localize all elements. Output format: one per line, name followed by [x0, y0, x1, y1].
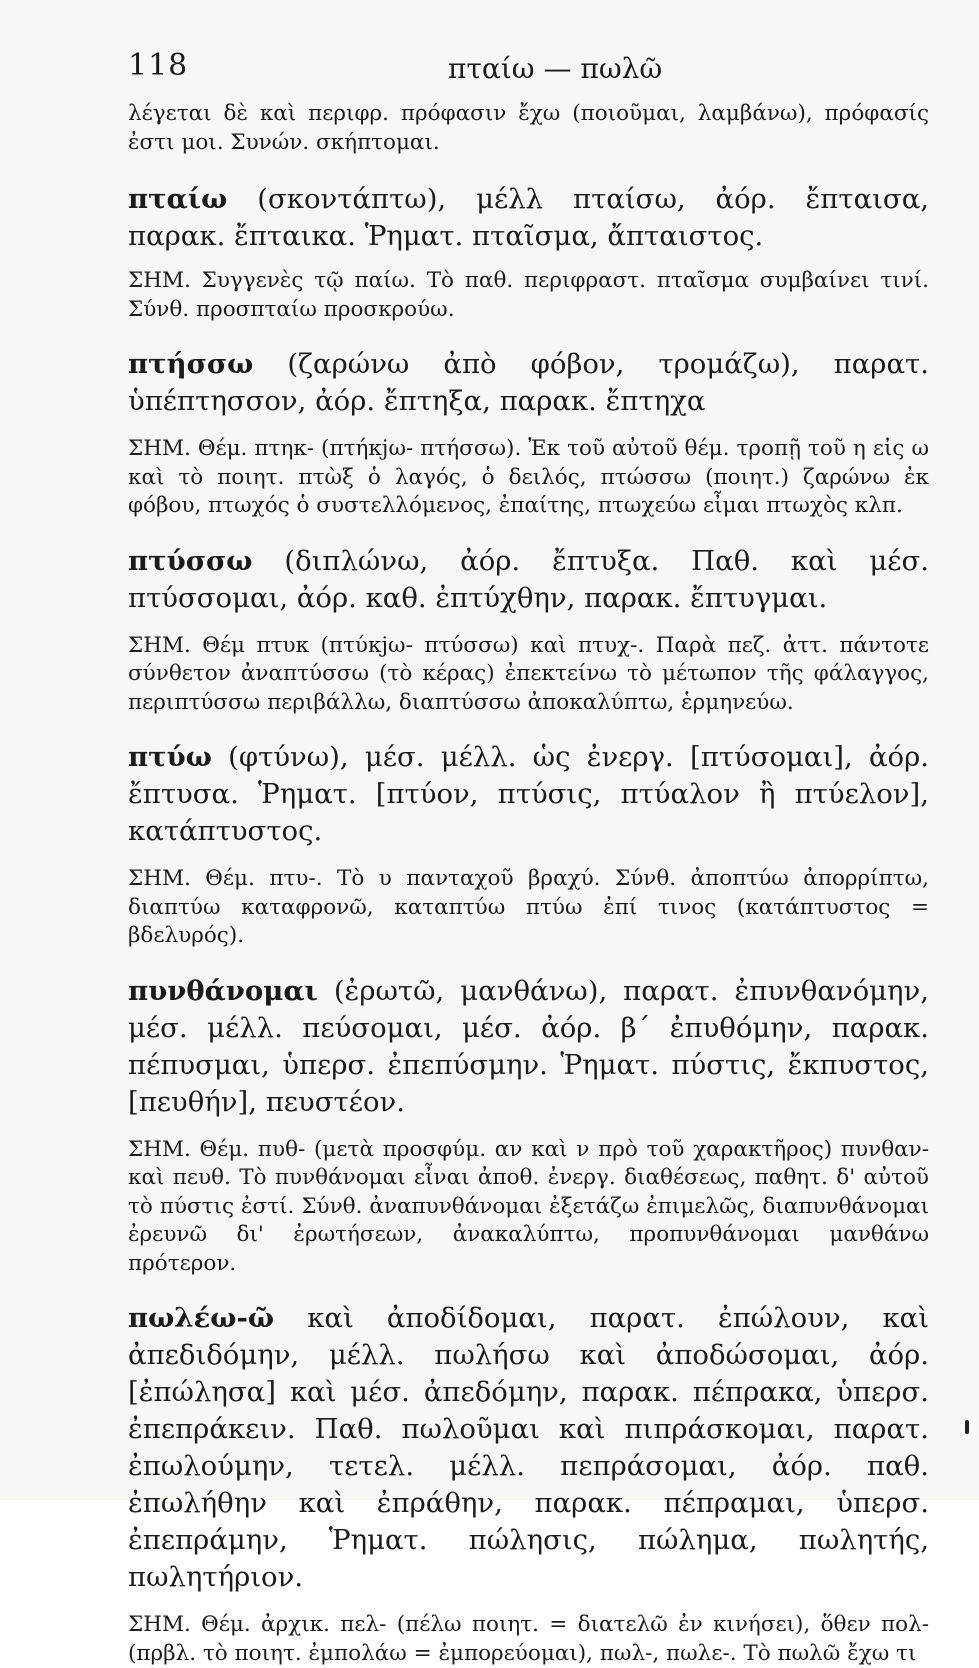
running-head: πταίω — πωλῶ: [448, 52, 663, 85]
entry-pynthanomai: [128, 973, 929, 1121]
headword: πταίω: [128, 183, 228, 215]
note-ptyo: ΣΗΜ. Θέμ. πτυ-. Τὸ υ πανταχοῦ βραχύ. Σύνθ. ἀποπτύω ἀπορρίπτω, διαπτύω καταφρονῶ, καταπτύω πτύω ἐπί τινος (κατάπτυστος = βδελυρός).: [128, 866, 929, 948]
note-ptysso: ΣΗΜ. Θέμ πτυκ (πτύκjω- πτύσσω) καὶ πτυχ-. Παρὰ πεζ. ἀττ. πάντοτε σύνθετον ἀναπτύσσω (τὸ κέρας) ἐπεκτείνω τὸ μέτωπον τῆς φάλαγγος, περιπτύσσω περιβάλλω, διαπτύσσω ἀποκαλύπτω, ἑρμηνεύω.: [128, 632, 929, 715]
entry-ptesso: [128, 346, 929, 420]
intro-note: λέγεται δὲ καὶ περιφρ. πρόφασιν ἔχω (ποιοῦμαι, λαμβάνω), πρόφασίς ἐστι μοι. Συνών. σκήπτομαι.: [128, 101, 929, 155]
page-header: [128, 48, 909, 88]
entry-text: (ἐρωτῶ, μανθάνω), παρατ. ἐπυνθανόμην, μέσ. μέλλ. πεύσομαι, μέσ. ἀόρ. β΄ ἐπυθόμην, παρακ. πέπυσμαι, ὑπερσ. ἐπεπύσμην. Ῥηματ. πύστις, ἔκπυστος, [πευθήν], πευστέον.: [128, 974, 929, 1118]
entry-text: (φτύνω), μέσ. μέλλ. ὡς ἐνεργ. [πτύσομαι], ἀόρ. ἔπτυσα. Ῥηματ. [πτύον, πτύσις, πτύαλον ἢ πτύελον], κατάπτυστος.: [128, 741, 929, 847]
entry-text: (διπλώνω, ἀόρ. ἔπτυξα. Παθ. καὶ μέσ. πτύσσομαι, ἀόρ. καθ. ἐπτύχθην, παρακ. ἔπτυγμαι.: [128, 544, 929, 614]
headword: πτύω: [128, 741, 212, 773]
entry-text: (ζαρώνω ἀπὸ φόβον, τρομάζω), παρατ. ὑπέπτησσον, ἀόρ. ἔπτηξα, παρακ. ἔπτηχα: [128, 348, 929, 417]
headword: πυνθάνομαι: [128, 974, 318, 1007]
headword: πτήσσω: [128, 348, 254, 380]
entry-poleo: [128, 1300, 929, 1596]
entry-text: (σκοντάπτω), μέλλ πταίσω, ἀόρ. ἔπταισα, παρακ. ἔπταικα. Ῥηματ. πταῖσμα, ἄπταιστος.: [128, 183, 930, 252]
headword: πωλέω-ῶ: [128, 1302, 275, 1334]
entry-ptysso: [128, 543, 929, 617]
note-pynthanomai: ΣΗΜ. Θέμ. πυθ- (μετὰ προσφύμ. αν καὶ ν πρὸ τοῦ χαρακτῆρος) πυνθαν- καὶ πευθ. Τὸ πυνθάνομαι εἶναι ἀποθ. ἐνεργ. διαθέσεως, παθητ. δ' αὐτοῦ τὸ πύστις ἐστί. Σύνθ. ἀναπυνθάνομαι ἐξετάζω ἐπιμελῶς, διαπυνθάνομαι ἐρευνῶ δι' ἐρωτήσεων, ἀνακαλύπτω, προπυνθάνομαι μανθάνω πρότερον.: [128, 1136, 929, 1276]
entry-ptaio: [128, 181, 929, 255]
margin-mark: [965, 1420, 969, 1434]
page-number: 118: [128, 48, 189, 83]
entry-text: καὶ ἀποδίδομαι, παρατ. ἐπώλουν, καὶ ἀπεδιδόμην, μέλλ. πωλήσω καὶ ἀποδώσομαι, ἀόρ. [ἐπώλησα] καὶ μέσ. ἀπεδόμην, παρακ. πέπρακα, ὑπερσ. ἐπεπράκειν. Παθ. πωλοῦμαι καὶ πιπράσκομαι, παρατ. ἐπωλούμην, τετελ. μέλλ. πεπράσομαι, ἀόρ. παθ. ἐπωλήθην καὶ ἐπράθην, παρακ. πέπραμαι, ὑπερσ. ἐπεπράμην, Ῥηματ. πώλησις, πώλημα, πωλητής, πωλητήριον.: [128, 1302, 929, 1593]
note-ptaio: ΣΗΜ. Συγγενὲς τῷ παίω. Τὸ παθ. περιφραστ. πταῖσμα συμβαίνει τινί. Σύνθ. προσπταίω προσκρούω.: [128, 268, 929, 322]
note-poleo: ΣΗΜ. Θέμ. ἀρχικ. πελ- (πέλω ποιητ. = διατελῶ ἐν κινήσει), ὅθεν πολ- (πρβλ. τὸ ποιητ. ἐμπολάω = ἐμπορεύομαι), πωλ-, πωλε-. Τὸ πωλῶ ἔχω τι: [128, 1612, 929, 1666]
entry-ptyo: [128, 739, 929, 850]
page-body: [128, 100, 929, 1668]
note-ptesso: ΣΗΜ. Θέμ. πτηκ- (πτήκjω- πτήσσω). Ἐκ τοῦ αὐτοῦ θέμ. τροπῇ τοῦ η εἰς ω καὶ τὸ ποιητ. πτὼξ ὁ λαγός, ὁ δειλός, πτώσσω (ποιητ.) ζαρώνω ἐκ φόβου, πτωχός ὁ συστελλόμενος, ἐπαίτης, πτωχεύω εἶμαι πτωχὸς κλπ.: [128, 436, 929, 518]
headword: πτύσσω: [128, 544, 253, 577]
